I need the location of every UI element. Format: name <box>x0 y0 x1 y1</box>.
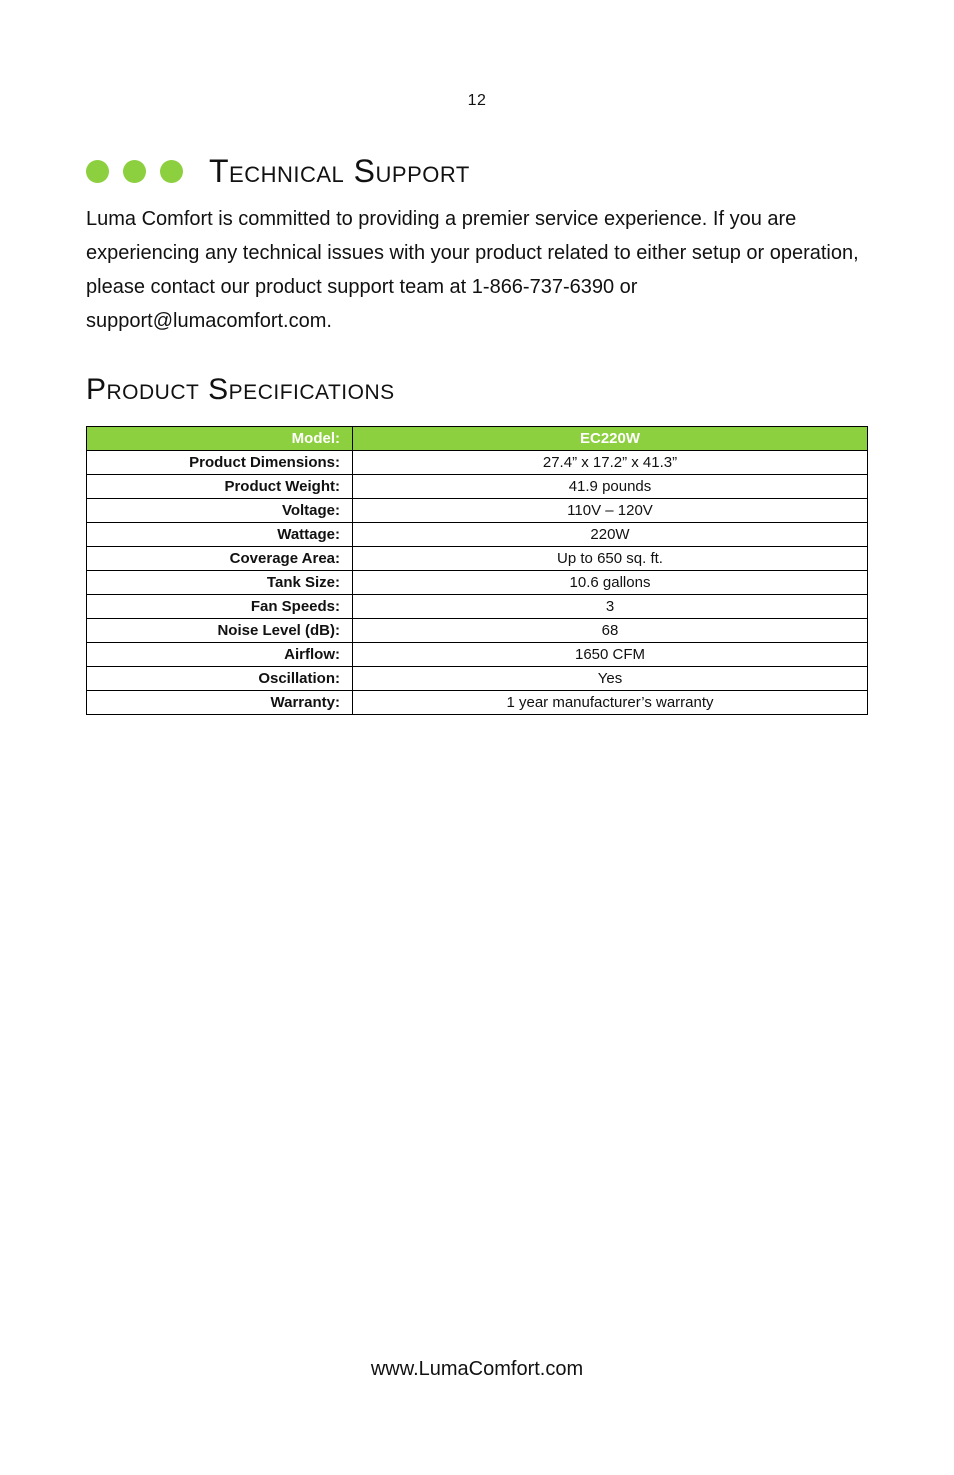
spec-value: Up to 650 sq. ft. <box>353 547 868 571</box>
spec-value: 3 <box>353 595 868 619</box>
spec-label: Warranty: <box>87 691 353 715</box>
table-row <box>87 499 868 523</box>
spec-value: 27.4” x 17.2” x 41.3” <box>353 451 868 475</box>
product-specifications-title: Product Specifications <box>86 373 395 406</box>
table-row <box>87 691 868 715</box>
table-row <box>87 643 868 667</box>
spec-label: Wattage: <box>87 523 353 547</box>
spec-label: Product Weight: <box>87 475 353 499</box>
technical-support-heading-row <box>86 150 470 192</box>
green-dot-icon <box>86 160 109 183</box>
spec-label: Voltage: <box>87 499 353 523</box>
spec-value: 110V – 120V <box>353 499 868 523</box>
green-dot-icon <box>160 160 183 183</box>
table-row <box>87 523 868 547</box>
page-number: 12 <box>467 92 487 109</box>
table-row <box>87 451 868 475</box>
spec-label: Coverage Area: <box>87 547 353 571</box>
spec-value: 41.9 pounds <box>353 475 868 499</box>
spec-value: 68 <box>353 619 868 643</box>
spec-label: Tank Size: <box>87 571 353 595</box>
spec-value: 10.6 gallons <box>353 571 868 595</box>
spec-value: 1650 CFM <box>353 643 868 667</box>
heading-dots <box>86 160 183 183</box>
spec-header-row <box>87 427 868 451</box>
table-row <box>87 619 868 643</box>
table-row <box>87 547 868 571</box>
spec-value: 220W <box>353 523 868 547</box>
table-row <box>87 475 868 499</box>
technical-support-body: Luma Comfort is committed to providing a premier service experience. If you are experiencing any technical issues with your product related to either setup or operation, please contact our product support team at 1-866-737-6390 or support@lumacomfort.com. <box>86 208 859 332</box>
table-row <box>87 595 868 619</box>
specifications-table <box>86 426 868 715</box>
footer-url: www.LumaComfort.com <box>370 1358 584 1380</box>
spec-label: Airflow: <box>87 643 353 667</box>
spec-value: 1 year manufacturer’s warranty <box>353 691 868 715</box>
table-row <box>87 571 868 595</box>
spec-header-label: Model: <box>87 427 353 451</box>
spec-label: Oscillation: <box>87 667 353 691</box>
spec-label: Noise Level (dB): <box>87 619 353 643</box>
spec-header-value: EC220W <box>353 427 868 451</box>
technical-support-title: Technical Support <box>209 153 470 189</box>
spec-label: Product Dimensions: <box>87 451 353 475</box>
spec-value: Yes <box>353 667 868 691</box>
green-dot-icon <box>123 160 146 183</box>
table-row <box>87 667 868 691</box>
spec-label: Fan Speeds: <box>87 595 353 619</box>
